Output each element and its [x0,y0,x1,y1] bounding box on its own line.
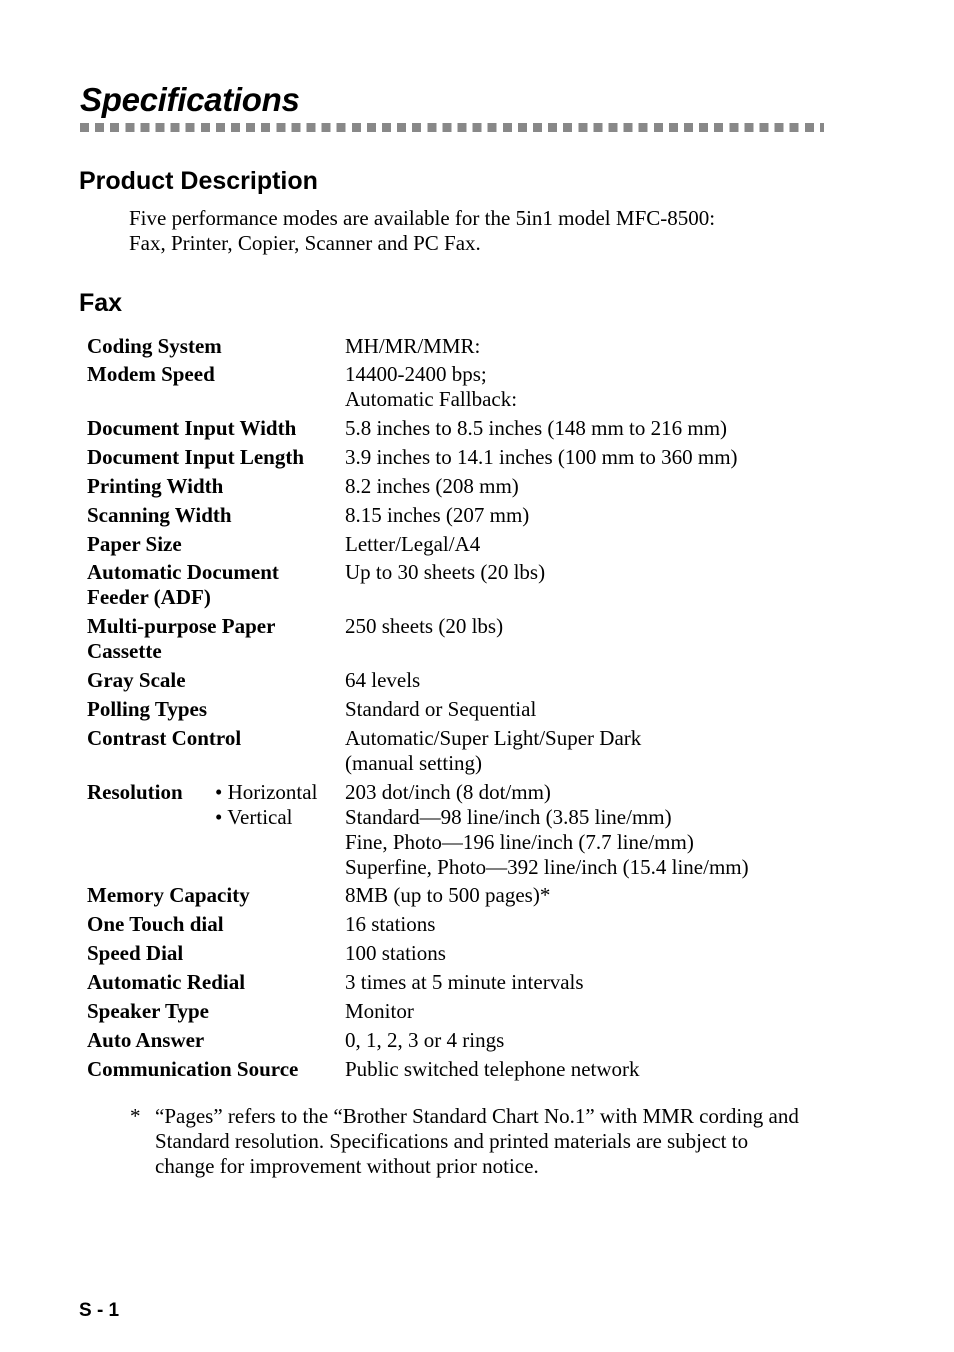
spec-value [345,614,503,639]
spec-label [87,668,186,693]
spec-label [87,1057,298,1082]
product-description-heading: Product Description [79,167,318,195]
spec-value-line: Automatic/Super Light/Super Dark [345,726,642,750]
spec-label [87,780,183,805]
spec-value-line: 16 stations [345,912,436,936]
spec-label-line: Coding System [87,334,222,358]
spec-value [345,883,550,908]
spec-label [87,362,215,387]
spec-value-line: Standard—98 line/inch (3.85 line/mm) [345,805,672,829]
spec-value [345,697,536,722]
spec-value [345,532,480,557]
spec-label [87,474,223,499]
page-number: S - 1 [79,1300,120,1321]
spec-label-line: One Touch dial [87,912,224,936]
spec-value [345,726,641,776]
spec-value [345,474,519,499]
spec-label [87,941,183,966]
spec-label [87,726,241,751]
spec-value-line: Automatic Fallback: [345,387,518,411]
spec-value [345,912,435,937]
spec-label [87,416,296,441]
spec-sub-labels [215,780,317,830]
spec-value-line: 203 dot/inch (8 dot/mm) [345,780,551,804]
spec-label-line: Memory Capacity [87,883,250,907]
spec-label-line: Multi-purpose Paper [87,614,276,638]
spec-label [87,614,275,664]
spec-sub-label: • Horizontal [215,780,318,804]
spec-label [87,532,182,557]
spec-value [345,970,584,995]
spec-label-line: Automatic Document [87,560,279,584]
spec-value [345,416,727,441]
spec-value-line: 8.2 inches (208 mm) [345,474,519,498]
spec-value-line: Superfine, Photo—392 line/inch (15.4 line/mm) [345,855,749,879]
spec-value-line: Letter/Legal/A4 [345,532,481,556]
spec-value-line: 14400-2400 bps; [345,362,487,386]
product-description-text [129,206,715,256]
spec-label [87,560,279,610]
spec-value-line: 3 times at 5 minute intervals [345,970,584,994]
footnote-line: Standard resolution. Specifications and printed materials are subject to [155,1129,749,1153]
spec-value [345,1028,504,1053]
spec-label-line: Paper Size [87,532,182,556]
fax-heading: Fax [79,289,123,317]
spec-value-line: Monitor [345,999,414,1023]
spec-label-line: Feeder (ADF) [87,585,211,609]
spec-value [345,503,529,528]
spec-label [87,334,222,359]
footnote-text [155,1104,799,1179]
spec-value-line: 8.15 inches (207 mm) [345,503,530,527]
intro-line: Five performance modes are available for the 5in1 model MFC-8500: [129,206,716,230]
spec-label-line: Speaker Type [87,999,209,1023]
spec-value-line: 0, 1, 2, 3 or 4 rings [345,1028,505,1052]
spec-sub-label: • Vertical [215,805,293,829]
spec-label-line: Scanning Width [87,503,232,527]
spec-label-line: Resolution [87,780,183,804]
spec-label-line: Document Input Width [87,416,297,440]
spec-value [345,334,480,359]
spec-label [87,912,224,937]
spec-label-line: Document Input Length [87,445,305,469]
spec-value-line: Public switched telephone network [345,1057,640,1081]
spec-value [345,780,749,880]
footnote-line: “Pages” refers to the “Brother Standard Chart No.1” with MMR cording and [155,1104,799,1128]
spec-label-line: Automatic Redial [87,970,246,994]
page-title: Specifications [80,81,300,118]
spec-value [345,999,414,1024]
spec-value-line: MH/MR/MMR: [345,334,481,358]
spec-value-line: Up to 30 sheets (20 lbs) [345,560,546,584]
footnote-line: change for improvement without prior notice. [155,1154,539,1178]
spec-label-line: Communication Source [87,1057,299,1081]
spec-label-line: Polling Types [87,697,208,721]
spec-label-line: Printing Width [87,474,224,498]
spec-value [345,668,420,693]
spec-value [345,445,738,470]
intro-line: Fax, Printer, Copier, Scanner and PC Fax. [129,231,481,255]
spec-value [345,362,517,412]
footnote-mark: * [130,1104,141,1128]
spec-label-line: Speed Dial [87,941,184,965]
spec-value [345,941,446,966]
spec-label-line: Modem Speed [87,362,215,386]
spec-value-line: 100 stations [345,941,446,965]
spec-label-line: Contrast Control [87,726,242,750]
spec-value-line: 64 levels [345,668,421,692]
spec-label [87,883,250,908]
spec-value-line: 250 sheets (20 lbs) [345,614,504,638]
spec-value [345,560,545,585]
spec-value-line: (manual setting) [345,751,483,775]
spec-label [87,697,207,722]
spec-label-line: Auto Answer [87,1028,205,1052]
spec-value-line: Standard or Sequential [345,697,537,721]
spec-label [87,445,304,470]
spec-value-line: Fine, Photo—196 line/inch (7.7 line/mm) [345,830,694,854]
spec-value [345,1057,640,1082]
spec-value-line: 8MB (up to 500 pages)* [345,883,551,907]
spec-label [87,1028,204,1053]
title-dotted-rule [80,123,824,132]
spec-label [87,503,232,528]
spec-value-line: 3.9 inches to 14.1 inches (100 mm to 360 mm) [345,445,738,469]
spec-label [87,970,245,995]
spec-label [87,999,209,1024]
spec-value-line: 5.8 inches to 8.5 inches (148 mm to 216 mm) [345,416,728,440]
spec-label-line: Gray Scale [87,668,186,692]
spec-label-line: Cassette [87,639,162,663]
